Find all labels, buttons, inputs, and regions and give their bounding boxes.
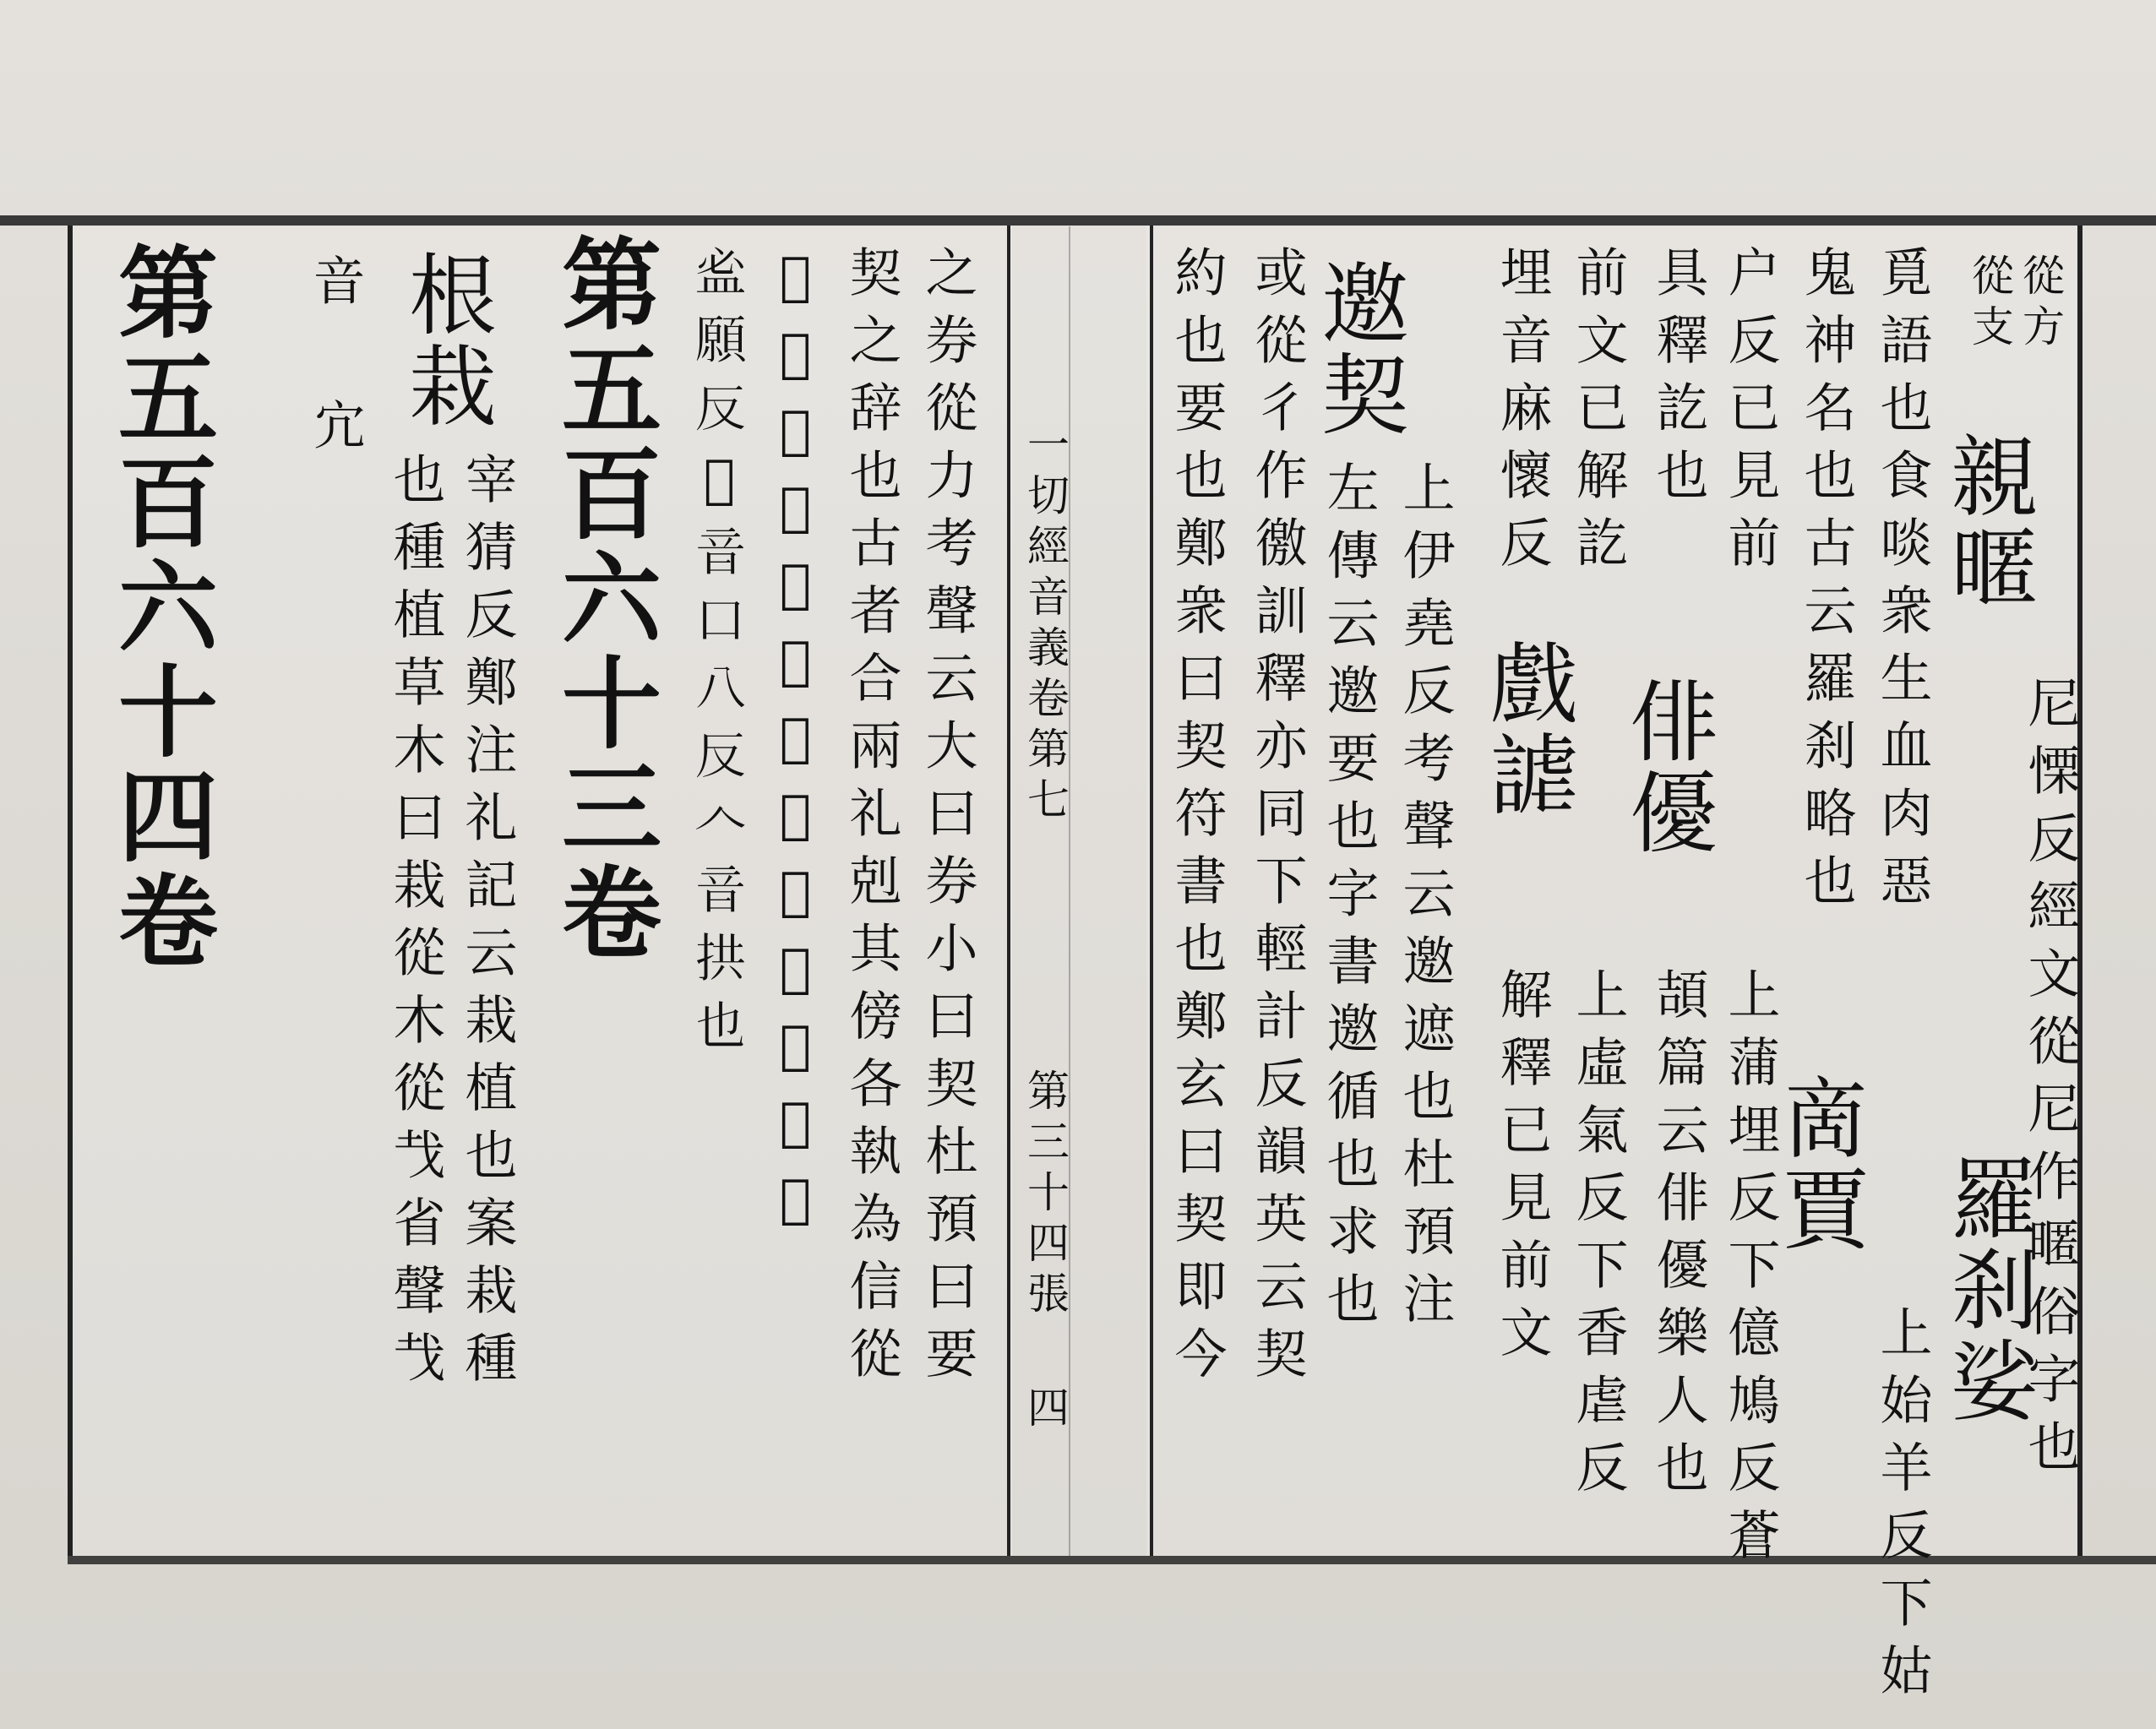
fold-mark: 四	[1021, 1385, 1070, 1436]
text-column: 埋音麻懷反	[1491, 245, 1553, 583]
text-column: 𥁑願反𠛅音口八反𠆢音拱也	[689, 245, 750, 1065]
entry-gloss: 上伊堯反考聲云邀遮也杜預注	[1394, 460, 1456, 1339]
volume-heading: 第五百六十四卷	[101, 241, 219, 974]
text-column: 頡篇云俳優樂人也	[1647, 967, 1709, 1508]
volume-heading: 第五百六十三卷	[545, 232, 662, 965]
text-column: 從支	[1965, 253, 2014, 355]
entry-headword: 邀契	[1306, 258, 1409, 440]
text-column: 契之辞也古者合兩礼剋其傍各執為信從	[841, 245, 902, 1394]
entry-headword: 根栽	[394, 249, 497, 432]
entry-headword: 戲謔	[1475, 638, 1578, 820]
top-border	[0, 215, 2156, 226]
text-column: 前文已解訖	[1567, 245, 1629, 583]
entry-gloss: 上始羊反下姑	[1871, 1305, 1933, 1710]
text-column: 具釋訖也	[1647, 245, 1709, 515]
text-column: 鬼神名也古云羅刹略也	[1795, 245, 1857, 921]
entry-gloss: 宰猜反鄭注礼記云栽植也案栽種	[456, 452, 518, 1398]
entry-headword: 啇賈	[1767, 1073, 1870, 1255]
entry-headword: 親暱	[1936, 431, 2039, 613]
note-text: 音 宂	[304, 253, 366, 465]
text-column: 左傳云邀要也字書邀循也求也	[1318, 460, 1380, 1339]
entry-gloss: 尼慄反經文從尼作暱俗字也	[2019, 676, 2081, 1487]
text-column: 户反已見前	[1719, 245, 1781, 583]
text-column: 約也要也鄭衆曰契符書也鄭玄曰契即今	[1166, 245, 1228, 1394]
text-column: 覓語也食啖衆生血肉惡	[1871, 245, 1933, 921]
entry-gloss: 也種植草木曰栽從木從𢦏省聲𢦏	[384, 452, 446, 1398]
fold-sheet-number: 第三十四張	[1021, 1068, 1070, 1322]
text-column: 或從彳作徼訓釋亦同下輕計反韻英云契	[1246, 245, 1308, 1394]
bottom-border	[68, 1556, 2156, 1564]
text-column: 解釋已見前文	[1491, 967, 1553, 1373]
entry-headword: 俳優	[1614, 676, 1718, 858]
entry-gloss: 上虛氣反下香虐反	[1567, 967, 1629, 1508]
entry-headword: 羅刹娑	[1936, 1153, 2039, 1427]
entry-gloss: 上蒲埋反下億鳩反蒼	[1719, 967, 1781, 1575]
text-column: 𠛅從𠆢此會意字轉注字也券音	[765, 245, 826, 1244]
text-column: 之券從力考聲云大曰券小曰契杜預曰要	[917, 245, 978, 1394]
text-column: 從方	[2016, 253, 2065, 355]
fold-title: 一切經音義卷第七	[1021, 422, 1070, 828]
